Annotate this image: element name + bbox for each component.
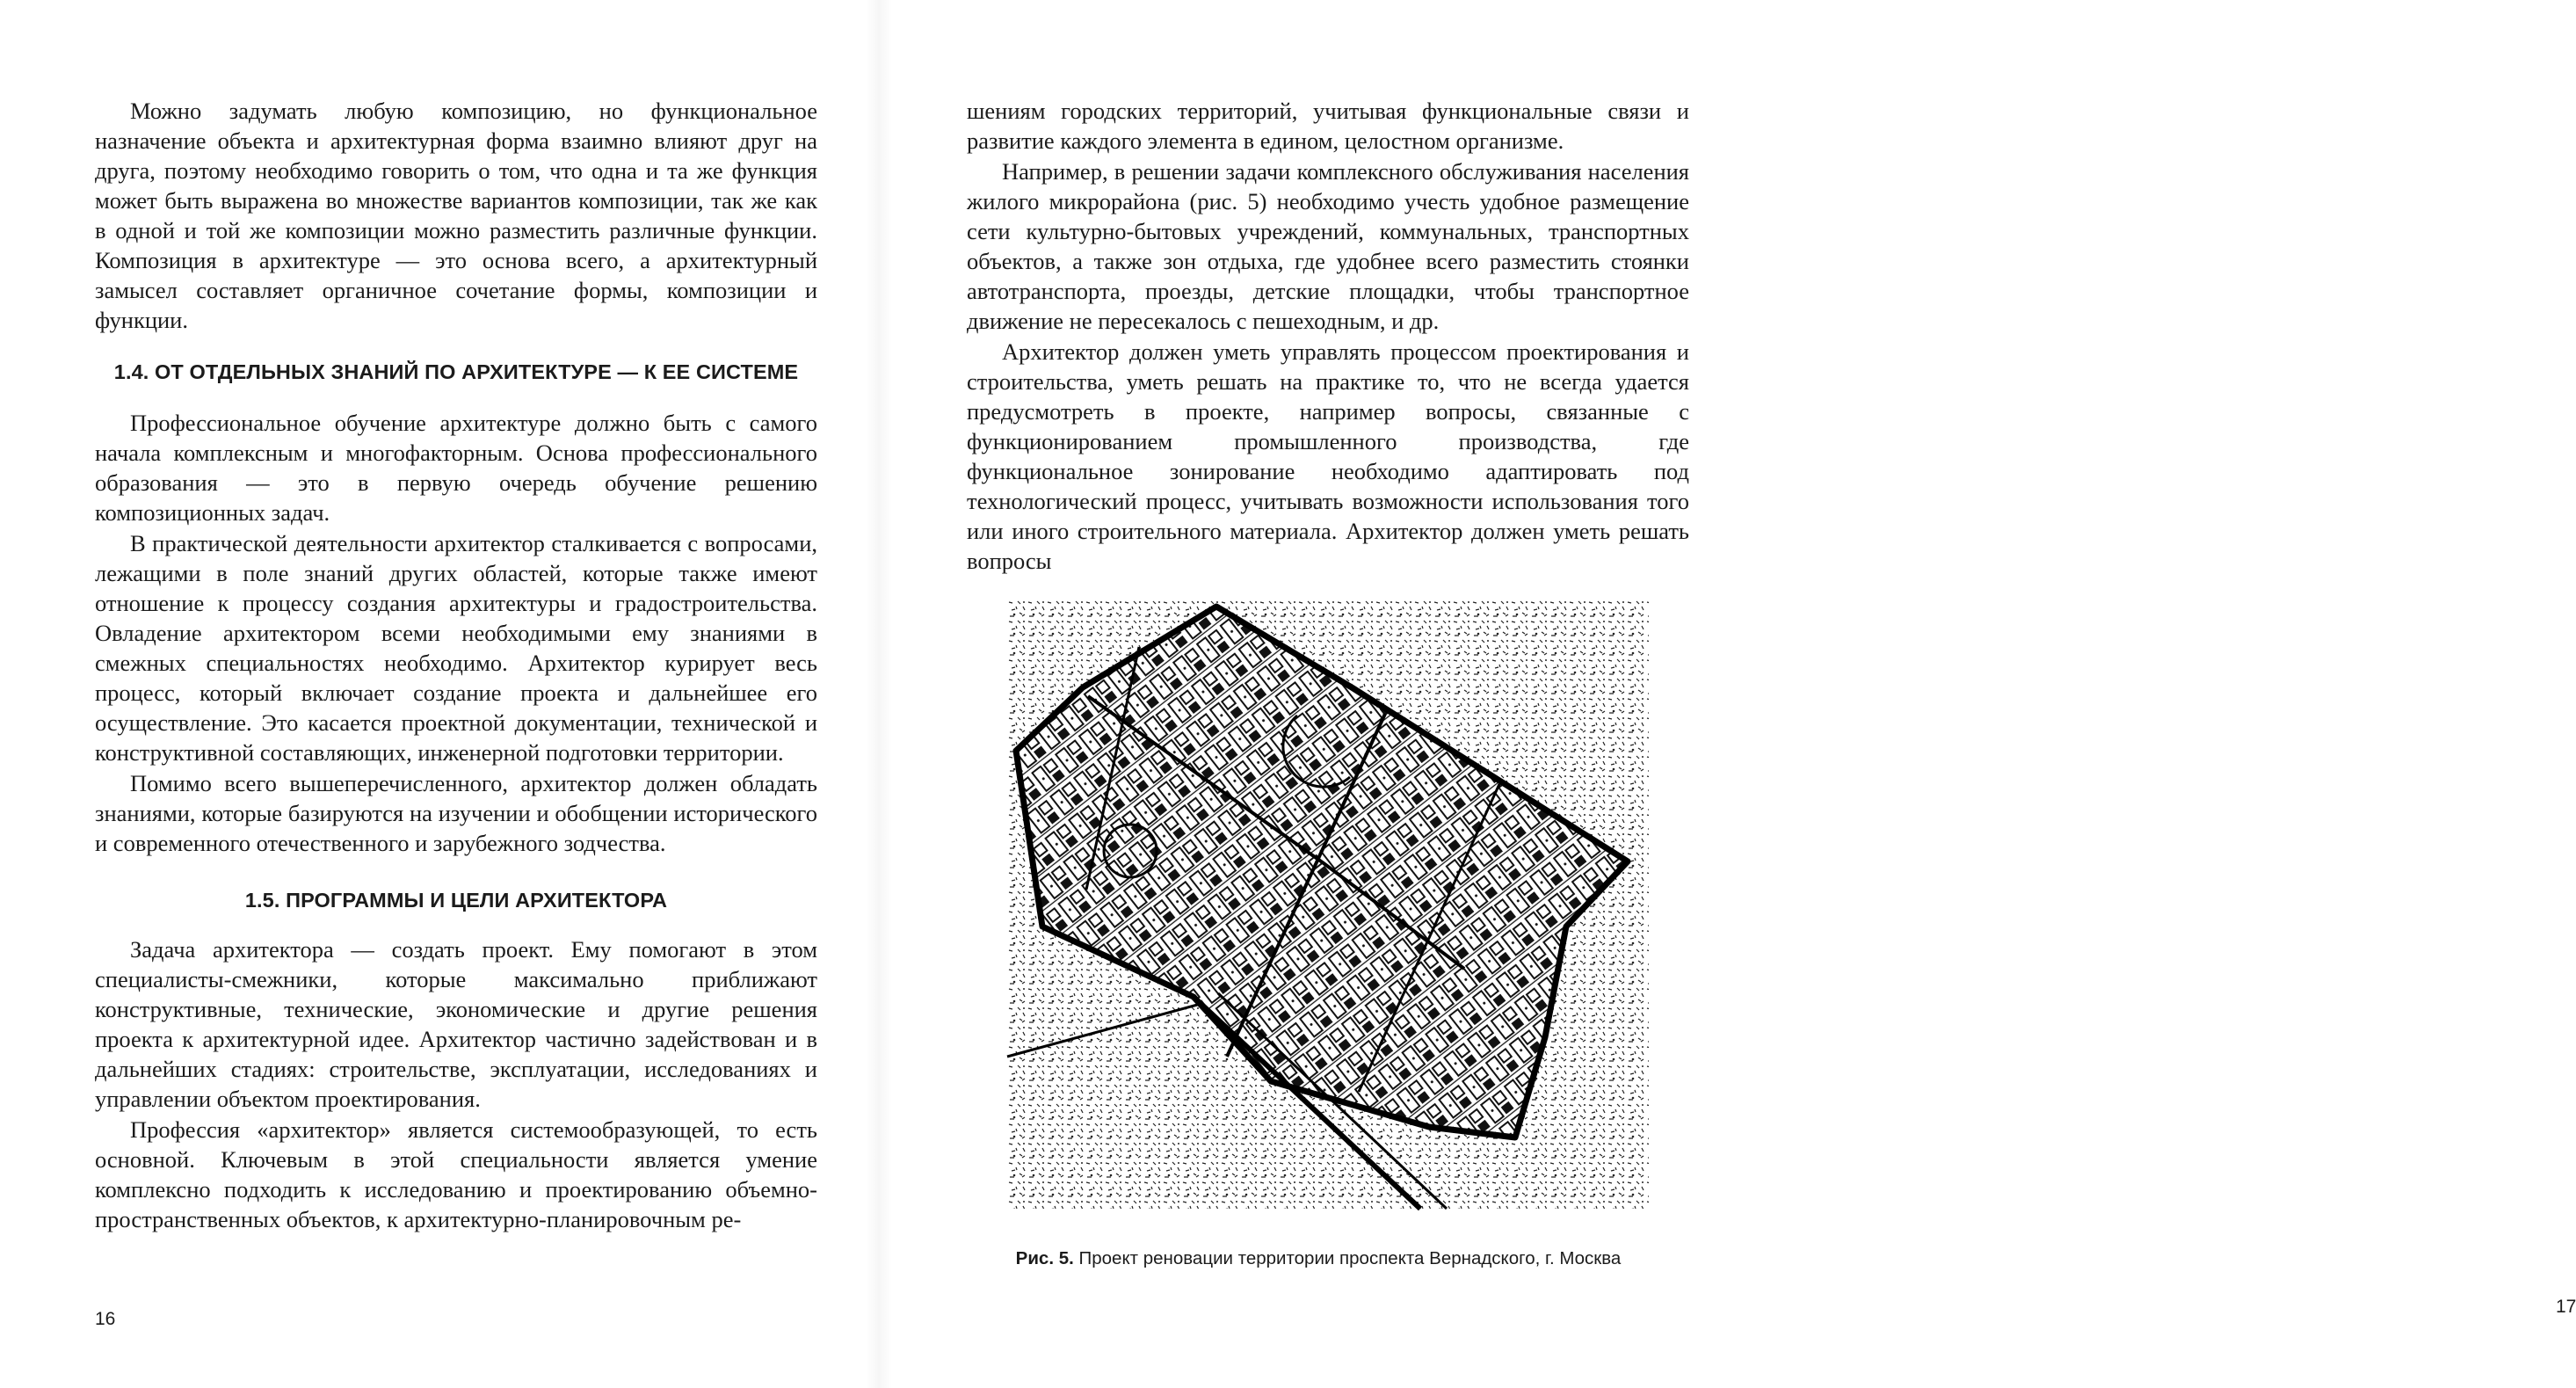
left-paragraph-6: Профессия «архитектор» является системообразующей, то есть основной. Ключевым в этой специальности является умение комплексно подходить к исследованию и проектированию объемно-пространственных объектов, к архитектурно-планировочным ре- xyxy=(95,1116,817,1232)
page-number-left: 16 xyxy=(95,1309,116,1329)
right-paragraph-3: Архитектор должен уметь управлять процессом проектирования и строительства, уметь решать на практике то, что не всегда удается предусмотреть в проекте, например вопросы, связанные с функционированием промышленного производства, где функциональное зонирование необходимо адаптировать под технологический процесс, учитывать возможности использования того или иного строительного материала. Архитектор должен уметь решать вопросы xyxy=(967,338,1689,574)
right-paragraph-1: шениям городских территорий, учитывая функциональные связи и развитие каждого элемента в едином, целостном организме. xyxy=(967,98,1689,154)
site-plan-map xyxy=(1007,600,1649,1209)
left-text-column xyxy=(95,96,817,1234)
section-heading-1-5: 1.5. ПРОГРАММЫ И ЦЕЛИ АРХИТЕКТОРА xyxy=(244,889,668,912)
figure-caption-label: Рис. 5. xyxy=(1015,1248,1074,1268)
page-number-right: 17 xyxy=(2556,1297,2576,1317)
left-page xyxy=(0,0,879,1388)
figure-5-site-plan xyxy=(1007,600,1649,1209)
left-paragraph-3: В практической деятельности архитектор сталкивается с вопросами, лежащими в поле знаний других областей, которые также имеют отношение к процессу создания архитектуры и градостроительства. Овладение архитектором всеми необходимыми ему знаниями в смежных специальностях необходимо. Архитектор курирует весь процесс, который включает создание проекта и дальнейшее его осуществление. Это касается проектной документации, технической и конструктивной составляющих, инженерной подготовки территории. xyxy=(95,530,817,766)
left-paragraph-5: Задача архитектора — создать проект. Ему помогают в этом специалисты-смежники, которые максимально приближают конструктивные, технические, экономические и другие решения проекта к архитектурной идее. Архитектор частично задействован и в дальнейших стадиях: строительстве, эксплуатации, исследованиях и управлении объектом проектирования. xyxy=(95,936,817,1112)
left-paragraph-1: Можно задумать любую композицию, но функциональное назначение объекта и архитектурная форма взаимно влияют друг на друга, поэтому необходимо говорить о том, что одна и та же функция может быть выражена во множестве вариантов композиции, так же как в одной и той же композиции можно разместить различные функции. Композиция в архитектуре — это основа всего, а архитектурный замысел составляет органичное сочетание формы, композиции и функции. xyxy=(95,98,817,333)
right-paragraph-2: Например, в решении задачи комплексного обслуживания населения жилого микрорайона (рис. 5) необходимо учесть удобное размещение сети культурно-бытовых учреждений, коммунальных, транспортных объектов, а также зон отдыха, где удобнее всего разместить стоянки автотранспорта, проезды, детские площадки, чтобы транспортное движение не пересекалось с пешеходным, и др. xyxy=(967,158,1689,334)
section-heading-1-4: 1.4. ОТ ОТДЕЛЬНЫХ ЗНАНИЙ ПО АРХИТЕКТУРЕ — К ЕЕ СИСТЕМЕ xyxy=(113,360,799,383)
figure-caption xyxy=(879,1247,1758,1270)
figure-caption-text: Проект реновации территории проспекта Вернадского, г. Москва xyxy=(1073,1248,1622,1268)
left-paragraph-2: Профессиональное обучение архитектуре должно быть с самого начала комплексным и многофакторным. Основа профессионального образования — это в первую очередь обучение решению композиционных задач. xyxy=(95,410,817,526)
left-paragraph-4: Помимо всего вышеперечисленного, архитектор должен обладать знаниями, которые базируются на изучении и обобщении исторического и современного отечественного и зарубежного зодчества. xyxy=(95,770,817,856)
right-text-column xyxy=(967,96,1689,576)
